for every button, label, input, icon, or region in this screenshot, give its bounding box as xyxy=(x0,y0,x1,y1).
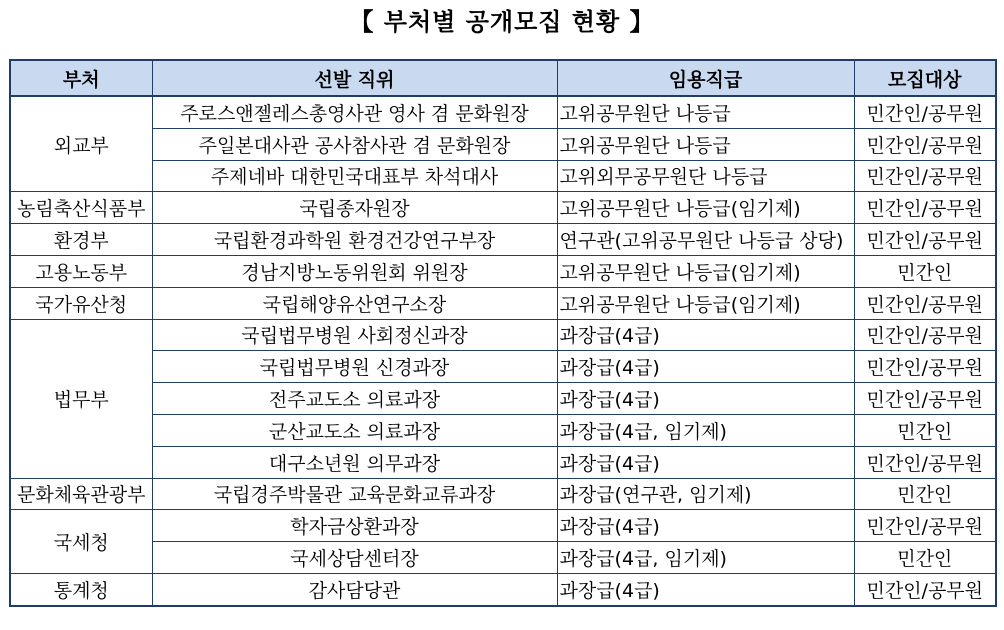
target-cell: 민간인/공무원 xyxy=(854,192,996,224)
header-grade: 임용직급 xyxy=(557,60,854,96)
recruitment-table xyxy=(9,59,997,607)
target-cell: 민간인 xyxy=(854,414,996,446)
target-cell: 민간인/공무원 xyxy=(854,573,996,605)
target-cell: 민간인/공무원 xyxy=(854,96,996,128)
table-row xyxy=(10,510,996,542)
position-cell: 주일본대사관 공사참사관 겸 문화원장 xyxy=(152,128,557,160)
table-row xyxy=(10,255,996,287)
header-position: 선발 직위 xyxy=(152,60,557,96)
ministry-cell: 외교부 xyxy=(10,96,152,192)
ministry-cell: 국세청 xyxy=(10,510,152,574)
grade-cell: 과장급(4급) xyxy=(557,351,854,383)
position-cell: 국립해양유산연구소장 xyxy=(152,287,557,319)
target-cell: 민간인 xyxy=(854,478,996,510)
target-cell: 민간인/공무원 xyxy=(854,446,996,478)
target-cell: 민간인/공무원 xyxy=(854,128,996,160)
ministry-cell: 문화체육관광부 xyxy=(10,478,152,510)
position-cell: 국립종자원장 xyxy=(152,192,557,224)
position-cell: 주제네바 대한민국대표부 차석대사 xyxy=(152,160,557,192)
grade-cell: 연구관(고위공무원단 나등급 상당) xyxy=(557,224,854,256)
table-row xyxy=(10,478,996,510)
page-title: 【 부처별 공개모집 현황 】 xyxy=(349,7,655,36)
position-cell: 전주교도소 의료과장 xyxy=(152,383,557,415)
grade-cell: 과장급(4급) xyxy=(557,446,854,478)
position-cell: 감사담당관 xyxy=(152,573,557,605)
grade-cell: 고위공무원단 나등급(임기제) xyxy=(557,255,854,287)
target-cell: 민간인/공무원 xyxy=(854,351,996,383)
grade-cell: 과장급(4급, 임기제) xyxy=(557,414,854,446)
ministry-cell: 법무부 xyxy=(10,319,152,478)
ministry-cell: 고용노동부 xyxy=(10,255,152,287)
position-cell: 학자금상환과장 xyxy=(152,510,557,542)
header-target: 모집대상 xyxy=(854,60,996,96)
header-row xyxy=(10,60,996,96)
grade-cell: 과장급(4급, 임기제) xyxy=(557,542,854,574)
table-row xyxy=(10,383,996,415)
table-row xyxy=(10,160,996,192)
target-cell: 민간인 xyxy=(854,542,996,574)
table-row xyxy=(10,192,996,224)
table-row xyxy=(10,128,996,160)
grade-cell: 고위공무원단 나등급 xyxy=(557,128,854,160)
position-cell: 군산교도소 의료과장 xyxy=(152,414,557,446)
position-cell: 경남지방노동위원회 위원장 xyxy=(152,255,557,287)
grade-cell: 과장급(연구관, 임기제) xyxy=(557,478,854,510)
table-body xyxy=(10,96,996,606)
target-cell: 민간인 xyxy=(854,255,996,287)
table-row xyxy=(10,414,996,446)
table-row xyxy=(10,224,996,256)
position-cell: 국립법무병원 사회정신과장 xyxy=(152,319,557,351)
target-cell: 민간인/공무원 xyxy=(854,160,996,192)
table-row xyxy=(10,319,996,351)
table-row xyxy=(10,542,996,574)
position-cell: 국립경주박물관 교육문화교류과장 xyxy=(152,478,557,510)
table-row xyxy=(10,96,996,128)
target-cell: 민간인/공무원 xyxy=(854,319,996,351)
table-row xyxy=(10,573,996,605)
target-cell: 민간인/공무원 xyxy=(854,224,996,256)
grade-cell: 과장급(4급) xyxy=(557,573,854,605)
position-cell: 국립법무병원 신경과장 xyxy=(152,351,557,383)
ministry-cell: 국가유산청 xyxy=(10,287,152,319)
grade-cell: 과장급(4급) xyxy=(557,510,854,542)
target-cell: 민간인/공무원 xyxy=(854,287,996,319)
grade-cell: 고위공무원단 나등급(임기제) xyxy=(557,287,854,319)
grade-cell: 고위공무원단 나등급(임기제) xyxy=(557,192,854,224)
table-row xyxy=(10,446,996,478)
header-ministry: 부처 xyxy=(10,60,152,96)
position-cell: 대구소년원 의무과장 xyxy=(152,446,557,478)
position-cell: 국세상담센터장 xyxy=(152,542,557,574)
ministry-cell: 통계청 xyxy=(10,573,152,605)
target-cell: 민간인/공무원 xyxy=(854,510,996,542)
ministry-cell: 환경부 xyxy=(10,224,152,256)
position-cell: 국립환경과학원 환경건강연구부장 xyxy=(152,224,557,256)
target-cell: 민간인/공무원 xyxy=(854,383,996,415)
position-cell: 주로스앤젤레스총영사관 영사 겸 문화원장 xyxy=(152,96,557,128)
grade-cell: 과장급(4급) xyxy=(557,319,854,351)
grade-cell: 고위외무공무원단 나등급 xyxy=(557,160,854,192)
grade-cell: 과장급(4급) xyxy=(557,383,854,415)
table-row xyxy=(10,351,996,383)
ministry-cell: 농림축산식품부 xyxy=(10,192,152,224)
table-row xyxy=(10,287,996,319)
grade-cell: 고위공무원단 나등급 xyxy=(557,96,854,128)
